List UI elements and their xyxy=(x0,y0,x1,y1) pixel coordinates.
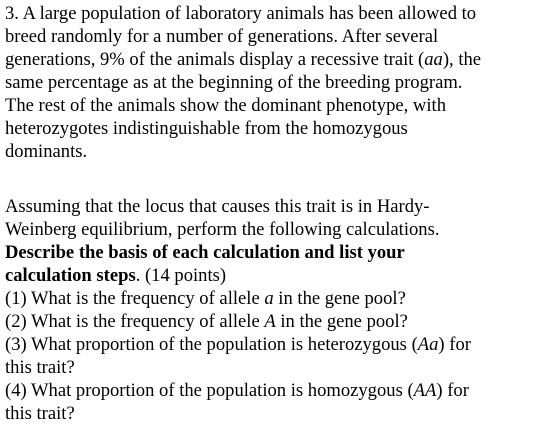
question-4-line1 xyxy=(5,381,469,401)
instruction-bold-line1: Describe the basis of each calculation and list your xyxy=(5,242,405,263)
genotype-Aa: Aa xyxy=(417,334,439,355)
instruction-line2 xyxy=(5,266,226,286)
question-1 xyxy=(5,289,406,309)
genotype-AA: AA xyxy=(413,380,437,401)
allele-A: A xyxy=(264,311,276,332)
paragraph1-line3 xyxy=(5,50,481,70)
question-4-text-a: (4) What proportion of the population is homozygous ( xyxy=(5,380,414,401)
question-1-text-a: (1) What is the frequency of allele xyxy=(5,288,265,309)
question-3-line1 xyxy=(5,335,471,355)
paragraph1-line1: 3. A large population of laboratory animals has been allowed to xyxy=(5,3,477,24)
instruction-bold-line2: calculation steps xyxy=(5,265,136,286)
question-2-text-a: (2) What is the frequency of allele xyxy=(5,311,265,332)
question-4-text-b: ) for xyxy=(436,380,469,401)
paragraph1-line5: The rest of the animals show the dominant phenotype, with xyxy=(5,95,446,116)
paragraph2-line1: Assuming that the locus that causes this trait is in Hardy- xyxy=(5,196,430,217)
paragraph1-line6: heterozygotes indistinguishable from the homozygous xyxy=(5,118,408,139)
paragraph1-line3-text-a: generations, 9% of the animals display a recessive trait ( xyxy=(5,49,425,70)
paragraph1-line3-text-b: ), the xyxy=(442,49,482,70)
paragraph1-line7: dominants. xyxy=(5,141,88,162)
question-3-text-b: ) for xyxy=(438,334,471,355)
question-4-line2: this trait? xyxy=(5,403,75,424)
paragraph1-line2: breed randomly for a number of generations. After several xyxy=(5,26,439,47)
paragraph1-line4: same percentage as at the beginning of the breeding program. xyxy=(5,72,463,93)
paragraph2-line2: Weinberg equilibrium, perform the following calculations. xyxy=(5,219,440,240)
question-3-line2: this trait? xyxy=(5,357,75,378)
question-3-text-a: (3) What proportion of the population is heterozygous ( xyxy=(5,334,418,355)
question-1-text-b: in the gene pool? xyxy=(273,288,406,309)
allele-a: a xyxy=(264,288,274,309)
points-text: . (14 points) xyxy=(135,265,227,286)
genotype-aa: aa xyxy=(424,49,443,70)
question-2-text-b: in the gene pool? xyxy=(275,311,408,332)
question-2 xyxy=(5,312,408,332)
